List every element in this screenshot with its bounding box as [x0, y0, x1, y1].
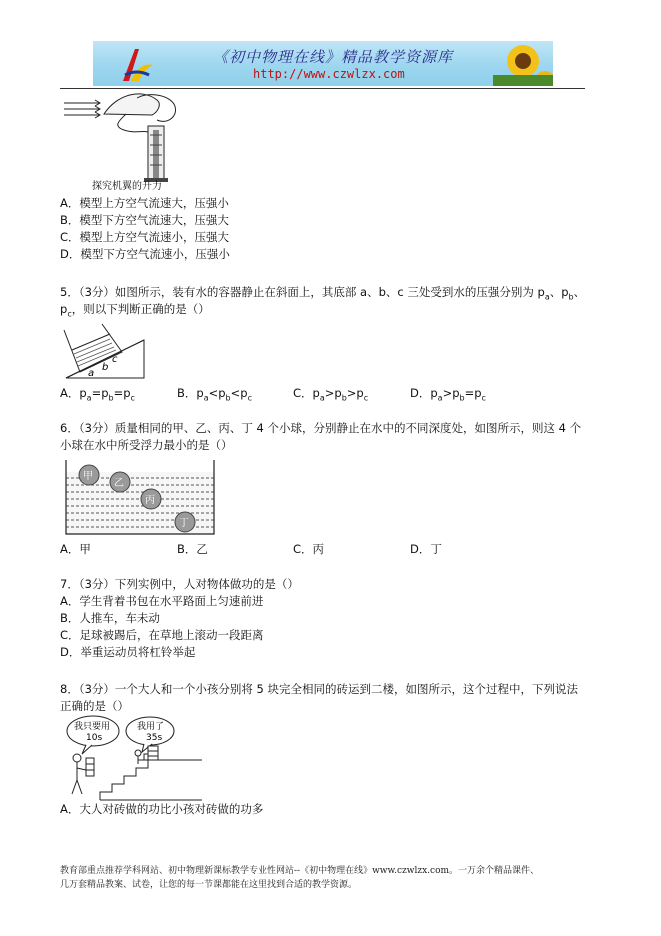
- label-b: b: [102, 362, 109, 373]
- q4-option-a: A．模型上方空气流速大，压强小: [60, 196, 229, 210]
- bubble-adult-line2: 10s: [86, 733, 103, 743]
- q7-option-d: D．举重运动员将杠铃举起: [60, 645, 196, 659]
- q7-stem: 7．（3分）下列实例中，人对物体做功的是（）: [60, 577, 299, 591]
- q5-option-d: D．$p_a>p_b=p_c$: [410, 386, 486, 403]
- header-banner: [93, 41, 553, 86]
- label-a: a: [88, 368, 95, 379]
- q8-stem-line2: 正确的是（）: [60, 699, 129, 713]
- wing-lift-figure: [62, 90, 187, 185]
- ball-yi: 乙: [114, 478, 124, 489]
- q5-option-a: A．$p_a=p_b=p_c$: [60, 386, 135, 403]
- ball-jia: 甲: [83, 471, 93, 482]
- q5-option-b: B．$p_a<p_b<p_c$: [177, 386, 252, 403]
- floating-balls-figure: [62, 458, 218, 536]
- q6-stem-line2: 小球在水中所受浮力最小的是（）: [60, 438, 233, 452]
- q5-stem-text: 5．（3分）如图所示，装有水的容器静止在斜面上，其底部 a、b、c 三处受到水的压强分别为 p: [60, 285, 545, 299]
- q4-option-c: C．模型上方空气流速小，压强大: [60, 230, 230, 244]
- q6-option-a: A．甲: [60, 542, 91, 556]
- q6-option-d: D．丁: [410, 542, 442, 556]
- q7-option-b: B．人推车，车未动: [60, 611, 160, 625]
- ball-ding: 丁: [179, 518, 189, 529]
- q6-option-b: B．乙: [177, 542, 208, 556]
- ball-bing: 丙: [145, 495, 155, 506]
- header-title: 《初中物理在线》精品教学资源库: [213, 48, 454, 66]
- stairs-bricks-figure: [62, 714, 207, 802]
- q5-option-c: C．$p_a>p_b>p_c$: [293, 386, 369, 403]
- bubble-child-line1: 我用了: [137, 722, 165, 732]
- q7-option-a: A．学生背着书包在水平路面上匀速前进: [60, 594, 264, 608]
- bubble-child-line2: 35s: [146, 733, 163, 743]
- header-rule: [60, 88, 585, 89]
- q7-option-c: C．足球被踢后，在草地上滚动一段距离: [60, 628, 264, 642]
- q6-stem-line1: 6．（3分）质量相同的甲、乙、丙、丁 4 个小球，分别静止在水中的不同深度处，如图所示，则这 4 个: [60, 421, 582, 435]
- bubble-adult-line1: 我只要用: [74, 722, 111, 732]
- q5-stem-line1: 5．（3分）如图所示，装有水的容器静止在斜面上，其底部 a、b、c 三处受到水的压强分别为 $p_a$、$p_b$、: [60, 285, 586, 302]
- q4-option-d: D．模型下方空气流速小，压强小: [60, 247, 230, 261]
- q5-stem-line2: $p_c$，则以下判断正确的是（）: [60, 302, 210, 319]
- footer-line1: 教育部重点推荐学科网站、初中物理新课标教学专业性网站--《初中物理在线》www.czwlzx.com。一万余个精品课件、: [60, 866, 540, 876]
- q5-stem-text-2: ，则以下判断正确的是（）: [71, 302, 210, 316]
- site-logo: [115, 45, 155, 83]
- q8-stem-line1: 8．（3分）一个大人和一个小孩分别将 5 块完全相同的砖运到二楼，如图所示，这个过程中，下列说法: [60, 682, 579, 696]
- q6-option-c: C．丙: [293, 542, 325, 556]
- label-c: c: [112, 354, 118, 365]
- q4-option-b: B．模型下方空气流速大，压强大: [60, 213, 229, 227]
- incline-container-figure: [62, 322, 147, 380]
- header-url: http://www.czwlzx.com: [253, 67, 405, 81]
- sunflower-image: [493, 41, 553, 86]
- q4-figure-caption: 探究机翼的升力: [92, 181, 162, 192]
- q8-option-a: A．大人对砖做的功比小孩对砖做的功多: [60, 802, 264, 816]
- footer-line2: 几万套精品教案、试卷，让您的每一节课都能在这里找到合适的教学资源。: [60, 880, 358, 890]
